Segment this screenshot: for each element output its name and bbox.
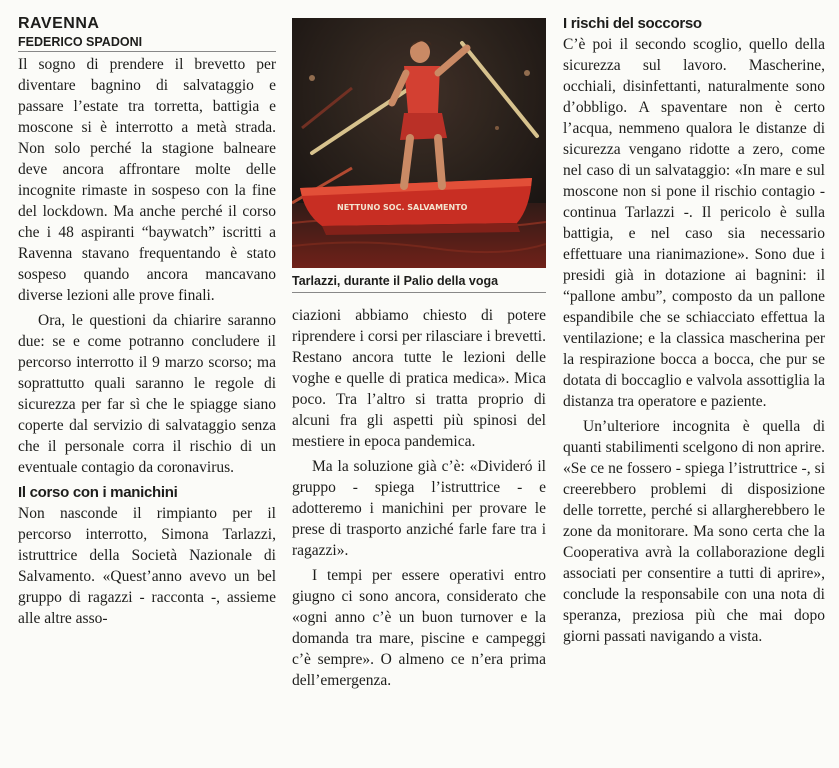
article-paragraph: Non nasconde il rimpianto per il percorso interrotto, Simona Tarlazzi, istruttrice della Società Nazionale di Salvamento. «Quest’anno avevo un bel gruppo di ragazzi - racconta -, assieme alle altre asso- [18,505,276,627]
rowing-boat-illustration [292,18,546,268]
article-paragraph: Ma la soluzione già c’è: «Divideró il gruppo - spiega l’istruttrice - e adotteremo i manichini per provare le prese di trasporto anziché farle fare tra i ragazzi». [292,458,546,559]
article-photo [292,18,546,268]
article-paragraph: C’è poi il secondo scoglio, quello della sicurezza sul lavoro. Mascherine, occhiali, disinfettanti, naturalmente sono d’obbligo. A spaventare non è certo l’acqua, nemmeno qualora le distanze di sicurezza vengano ridotte a zero, come nel caso di un salvataggio: «In mare e sul moscone non si pone il rischio contagio - continua Tarlazzi -. Il pericolo è sulla battigia, e nel caso sia necessario effettuare una rianimazione». Sono due i presidi già in dotazione ai bagnini: il “pallone ambu”, composto da un pallone espandibile che se schiacciato effettua la ventilazione; e la classica mascherina per la respirazione bocca a bocca, che pur se dotata di boccaglio e valvola assottiglia la distanza tra operatore e paziente. [563,36,825,410]
subheading-manichini: Il corso con i manichini [18,484,178,501]
article-paragraph: Ora, le questioni da chiarire saranno due: se e come potranno concludere il percorso interrotto il 9 marzo scorso; ma soprattutto quali saranno le regole di sicurezza per far sì che le spiagge siano coperte dal servizio di salvataggio senza che il personale corra il rischio di un eventuale contagio da coronavirus. [18,312,276,476]
article-column-1 [18,0,276,633]
article-column-3 [563,0,825,651]
subheading-soccorso: I rischi del soccorso [563,15,702,32]
article-paragraph: Un’ulteriore incognita è quella di quanti stabilimenti scelgono di non aprire. «Se ce ne fossero - spiega l’istruttrice -, si creerebbero problemi di disposizione delle torrette, perché si allargherebbero le zone da monitorare. Ma sono certa che la Cooperativa avrà la collaborazione degli associati per consentire a tutti di aprire», conclude la responsabile con una nota di speranza, preziosa più che mai dopo giorni passati navigando a vista. [563,418,825,645]
article-column-2 [292,0,546,695]
location-tag: RAVENNA [18,15,100,32]
article-paragraph: I tempi per essere operativi entro giugno ci sono ancora, considerato che «ogni anno c’è un buon turnover e la domanda tra mare, piscine e campeggi c’è sempre». O almeno ce n’era prima dell’emergenza. [292,567,546,689]
photo-caption: Tarlazzi, durante il Palio della voga [292,268,546,293]
article-paragraph: ciazioni abbiamo chiesto di potere riprendere i corsi per rilasciare i brevetti. Restano ancora tutte le lezioni delle voghe e quelle di pratica medica». Mica poco. Tra l’altro si tratta proprio di alcuni fra gli aspetti più spinosi del mestiere in epoca pandemica. [292,307,546,450]
author-byline: FEDERICO SPADONI [18,34,276,52]
article-paragraph: Il sogno di prendere il brevetto per diventare bagnino di salvataggio e passare l’estate tra torretta, battigia e moscone si è interrotto a metà strada. Non solo perché la stagione balneare deve ancora affrontare molte delle incognite rimaste in sospeso con la fine del lockdown. Ma anche perché il corso che i 48 aspiranti “baywatch” iscritti a Ravenna stavano frequentando è stato sospeso quando ancora mancavano diverse lezioni alle prove finali. [18,56,276,304]
boat-name-text: NETTUNO SOC. SALVAMENTO [337,203,468,212]
